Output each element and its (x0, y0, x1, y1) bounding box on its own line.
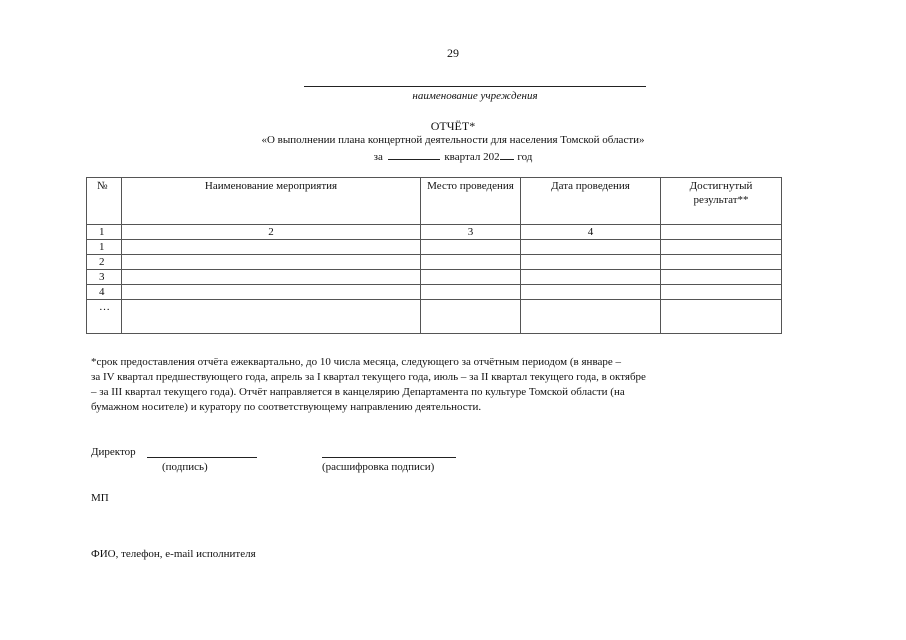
column-header-date: Дата проведения (521, 178, 661, 225)
table-row (87, 270, 782, 285)
table-cell[interactable] (661, 270, 782, 285)
signature-decoding-line (322, 457, 456, 458)
table-cell (661, 225, 782, 240)
table-cell[interactable] (521, 300, 661, 334)
director-label: Директор (91, 446, 136, 458)
table-cell[interactable] (661, 285, 782, 300)
table-cell[interactable] (421, 240, 521, 255)
table-cell: 4 (521, 225, 661, 240)
table-cell: 3 (421, 225, 521, 240)
quarter-blank-field (388, 150, 440, 160)
table-cell[interactable] (421, 255, 521, 270)
column-header-result: Достигнутый результат** (661, 178, 782, 225)
row-number: 2 (87, 255, 122, 270)
page-number: 29 (447, 46, 459, 60)
table-cell[interactable] (661, 240, 782, 255)
row-number: 1 (87, 240, 122, 255)
table-cell[interactable] (521, 270, 661, 285)
footnote (91, 355, 771, 415)
report-table (86, 177, 782, 334)
table-header-row (87, 178, 782, 225)
table-row (87, 300, 782, 334)
table-cell[interactable] (661, 255, 782, 270)
footnote-line: *срок предоставления отчёта ежеквартально, до 10 числа месяца, следующего за отчётным периодом (в январе – (91, 356, 622, 368)
table-cell[interactable] (122, 270, 421, 285)
column-header-number: № (87, 178, 122, 225)
column-header-event-name: Наименование мероприятия (122, 178, 421, 225)
period-prefix: за (373, 151, 383, 163)
table-cell[interactable] (122, 285, 421, 300)
report-title: ОТЧЁТ* (430, 119, 476, 133)
table-cell: 1 (87, 225, 122, 240)
footnote-line: за IV квартал предшествующего года, апрель за I квартал текущего года, июль – за II квартал текущего года, в октябре (91, 371, 646, 383)
table-cell[interactable] (122, 255, 421, 270)
row-number: 4 (87, 285, 122, 300)
table-cell[interactable] (421, 300, 521, 334)
table-cell[interactable] (122, 300, 421, 334)
period-mid: квартал 202 (444, 151, 500, 163)
table-cell[interactable] (661, 300, 782, 334)
year-blank-field (500, 150, 514, 160)
footnote-line: – за III квартал текущего года). Отчёт направляется в канцелярию Департамента по культуре Томской области (на (91, 386, 625, 398)
column-header-venue: Место проведения (421, 178, 521, 225)
row-number: … (87, 300, 122, 334)
organization-name-caption: наименование учреждения (412, 90, 538, 102)
table-cell[interactable] (521, 240, 661, 255)
table-row (87, 255, 782, 270)
signature-line (147, 457, 257, 458)
executor-contact-label: ФИО, телефон, e-mail исполнителя (91, 548, 256, 560)
organization-name-line (304, 86, 646, 87)
table-cell: 2 (122, 225, 421, 240)
table-cell[interactable] (122, 240, 421, 255)
signature-decoding-caption: (расшифровка подписи) (322, 461, 435, 473)
table-cell[interactable] (421, 270, 521, 285)
table-cell[interactable] (521, 285, 661, 300)
table-row (87, 285, 782, 300)
period-suffix: год (517, 151, 533, 163)
row-number: 3 (87, 270, 122, 285)
report-period (0, 150, 906, 163)
table-row (87, 240, 782, 255)
signature-caption: (подпись) (162, 461, 208, 473)
table-index-row (87, 225, 782, 240)
footnote-line: бумажном носителе) и куратору по соответствующему направлению деятельности. (91, 401, 482, 413)
report-subtitle: «О выполнении плана концертной деятельности для населения Томской области» (261, 134, 645, 146)
table-cell[interactable] (521, 255, 661, 270)
table-cell[interactable] (421, 285, 521, 300)
stamp-label: МП (91, 492, 109, 504)
